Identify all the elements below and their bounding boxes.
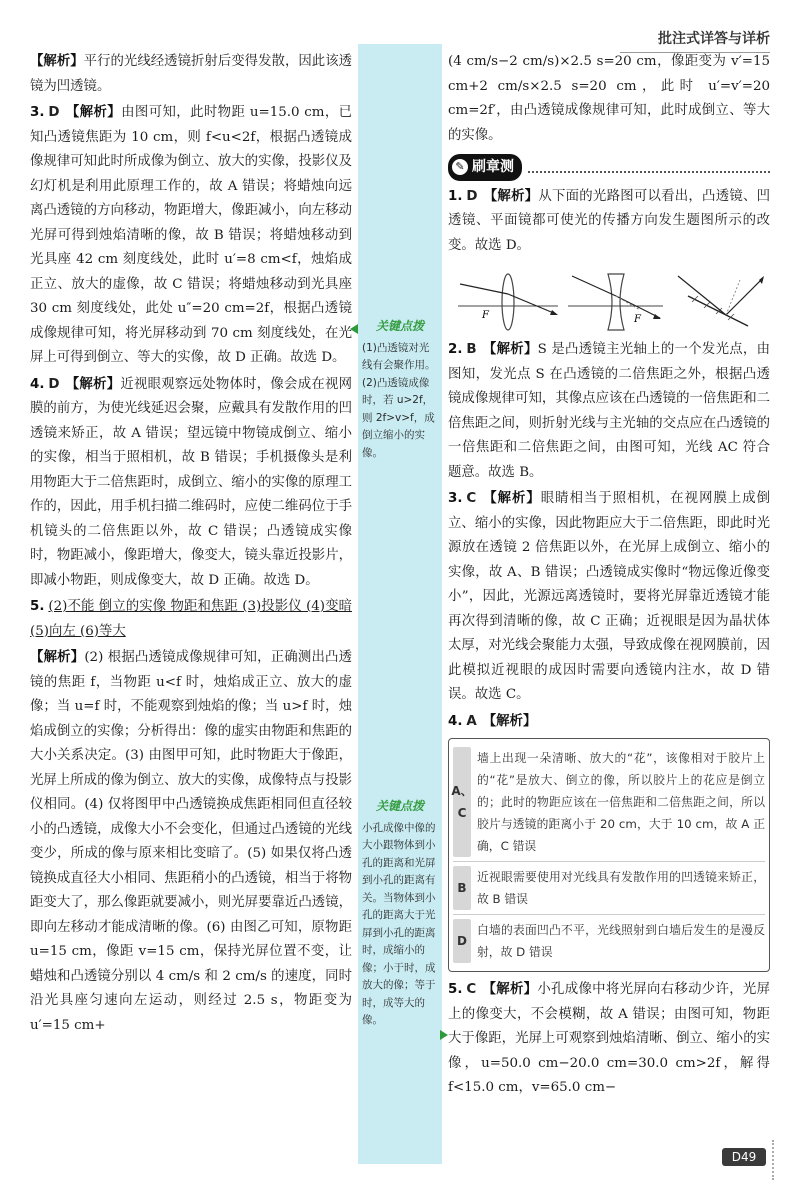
q5-answers: (2)不能 倒立的实像 物距和焦距 (3)投影仪 (4)变暗 (5)向左 (6)等大 bbox=[30, 599, 352, 639]
q5-continuation: (4 cm/s−2 cm/s)×2.5 s=20 cm，像距变为 v′=15 cm+2 cm/s×2.5 s=20 cm，此时 u′=v′=20 cm=2f′，由凸透镜成像规律可知，此时成倒立、等大的实像。 bbox=[448, 54, 770, 143]
focus-label: F bbox=[482, 310, 489, 321]
section-heading bbox=[448, 154, 770, 181]
section-title: 刷章测 bbox=[472, 159, 514, 175]
section-badge bbox=[448, 154, 522, 181]
question-1 bbox=[448, 185, 770, 259]
key-note-2 bbox=[362, 798, 438, 1030]
question-3 bbox=[448, 487, 770, 708]
key-note-1 bbox=[362, 318, 438, 462]
answer-letter: C bbox=[466, 491, 477, 506]
answer-letter: D bbox=[48, 376, 60, 392]
box-row bbox=[453, 914, 765, 967]
box-row-label: B bbox=[453, 866, 471, 910]
note-title: 关键点拨 bbox=[375, 319, 424, 333]
answer-letter: D bbox=[466, 188, 478, 204]
answer-letter: C bbox=[466, 982, 477, 997]
question-5 bbox=[448, 978, 770, 1101]
light-path-svg bbox=[448, 262, 770, 332]
convex-lens-diagram bbox=[458, 274, 558, 330]
focus-label: F bbox=[634, 314, 641, 325]
q5-text: 小孔成像中将光屏向右移动少许，光屏上的像变大，不会模糊，故 A 错误；由图可知，物距大于像距，光屏上可观察到烛焰清晰、倒立、缩小的实像，u=50.0 cm−20.0 cm=30.0 cm>2f，解得 f<15.0 cm，v=65.0 cm− bbox=[448, 982, 770, 1095]
q4-text: 近视眼观察远处物体时，像会成在视网膜的前方，为使光线延迟会聚，应戴具有发散作用的凹透镜来矫正，故 A 错误；望远镜中物镜成倒立、缩小的实像，相当于照相机，故 B 错误；手机摄像头是利用物距大于二倍焦距时，成倒立、缩小的实像的原理工作的，因此，用手机扫描二维码时，应使二维码位于手机镜头的二倍焦距以外，故 C 错误；凸透镜成实像时，物距减小，像距增大，像变大，镜头靠近投影片，即减小物距，则成像变大，故 D 正确。故选 D。 bbox=[30, 376, 353, 588]
question-number: 5. bbox=[448, 982, 463, 997]
analysis-tag: 【解析】 bbox=[482, 713, 537, 729]
question-3 bbox=[30, 101, 352, 371]
note-text: (1)凸透镜对光线有会聚作用。(2)凸透镜成像时，若 u>2f，则 2f>v>f，成倒立缩小的实像。 bbox=[362, 341, 436, 459]
question-number: 4. bbox=[448, 713, 463, 729]
analysis-tag: 【解析】 bbox=[30, 54, 84, 69]
q1-text: 从下面的光路图可以看出，凸透镜、凹透镜、平面镜都可使光的传播方向发生题图所示的改变。故选 D。 bbox=[448, 188, 771, 253]
box-row-label: A、C bbox=[453, 747, 471, 857]
left-column bbox=[30, 50, 352, 1040]
analysis-tag: 【解析】 bbox=[482, 982, 538, 997]
answer-letter: B bbox=[466, 342, 477, 357]
question-number: 1. bbox=[448, 188, 463, 204]
question-number: 4. bbox=[30, 376, 45, 392]
dotted-rule bbox=[528, 161, 770, 173]
light-path-diagram bbox=[448, 262, 770, 332]
answer-letter: A bbox=[466, 713, 477, 729]
concave-lens-diagram bbox=[568, 274, 663, 330]
q5-text: (2) 根据凸透镜成像规律可知，正确测出凸透镜的焦距 f，当物距 u<f 时，烛焰成正立、放大的虚像；当 u=f 时，不能观察到烛焰的像；当 u>f 时，烛焰成倒立的实像；分析得出：像的虚实由物距和焦距的大小关系决定。(3) 由图甲可知，此时物距大于像距，光屏上所成的像为倒立、放大的实像，成像特点与投影仪相同。(4) 仅将图甲中凸透镜换成焦距相同但直径较小的凸透镜，成像大小不会变化，但通过凸透镜的光线变少，所成的像与原来相比变暗了。(5) 如果仅将凸透镜换成直径大小相同、焦距稍小的凸透镜，相当于将物距变大了，那么像距就要减小，则光屏要靠近凸透镜，即向左移动才能成清晰的像。(6) 由图乙可知，原物距 u=15 cm，像距 v=15 cm，保持光屏位置不变，让蜡烛和凸透镜分别以 4 cm/s 和 2 cm/s 的速度，同时沿光具座匀速向左运动，则经过 2.5 s，物距变为 u′=15 cm+ bbox=[30, 650, 352, 1033]
note-text: 小孔成像中像的大小跟物体到小孔的距离和光屏到小孔的距离有关。当物体到小孔的距离大于光屏到小孔的距离时，成缩小的像；小于时，成放大的像；等于时，成等大的像。 bbox=[362, 821, 436, 1026]
intro-text: 平行的光线经透镜折射后变得发散，因此该透镜为凹透镜。 bbox=[30, 54, 352, 94]
intro-paragraph bbox=[30, 50, 352, 99]
pen-icon: ✎ bbox=[452, 159, 468, 175]
page-number: D49 bbox=[722, 1148, 766, 1166]
box-row-text: 近视眼需要使用对光线具有发散作用的凹透镜来矫正，故 B 错误 bbox=[477, 870, 765, 906]
note-title: 关键点拨 bbox=[375, 799, 424, 813]
q3-text: 由图可知，此时物距 u=15.0 cm，已知凸透镜焦距为 10 cm，则 f<u<2f，根据凸透镜成像规律可知此时所成像为倒立、放大的实像，投影仪及幻灯机是利用此原理工作的，故 A 错误；将蜡烛向远离凸透镜的方向移动，物距增大，像距减小，向左移动光屏可得到烛焰清晰的像，故 B 错误；将蜡烛移动到光具座 42 cm 刻度线处，此时 u′=8 cm<f，烛焰成正立、放大的虚像，故 C 错误；将蜡烛移动到光具座 30 cm 刻度线处，此处 u″=20 cm=2f，根据凸透镜成像规律可知，将光屏移动到 70 cm 刻度线处，在光屏上可得到倒立、等大的实像，故 D 正确。故选 D。 bbox=[30, 105, 352, 365]
question-4 bbox=[30, 373, 352, 594]
question-5 bbox=[30, 595, 352, 644]
question-number: 3. bbox=[448, 491, 463, 506]
box-row-label: D bbox=[453, 919, 471, 963]
analysis-tag: 【解析】 bbox=[65, 376, 121, 392]
box-row bbox=[453, 861, 765, 914]
q5-analysis bbox=[30, 646, 352, 1038]
analysis-box bbox=[448, 738, 770, 972]
note-pointer-icon bbox=[440, 1030, 448, 1040]
question-2 bbox=[448, 338, 770, 485]
analysis-tag: 【解析】 bbox=[482, 491, 541, 506]
analysis-tag: 【解析】 bbox=[482, 342, 538, 357]
q2-text: S 是凸透镜主光轴上的一个发光点，由图知，发光点 S 在凸透镜的二倍焦距之外，根据凸透镜成像规律可知，其像点应该在凸透镜的一倍焦距和二倍焦距之间，则折射光线与主光轴的交点应在凸透镜的一倍焦距和二倍焦距之间，由图可知，光线 AC 符合题意。故选 B。 bbox=[448, 342, 771, 480]
box-row-text: 墙上出现一朵清晰、放大的“花”，该像相对于胶片上的“花”是放大、倒立的像，所以胶片上的花应是倒立的；此时的物距应该在一倍焦距和二倍焦距之间，所以胶片与透镜的距离小于 20 cm，大于 10 cm，故 A 正确，C 错误 bbox=[477, 751, 765, 853]
question-number: 5. bbox=[30, 599, 45, 614]
box-row bbox=[453, 743, 765, 861]
answer-letter: D bbox=[48, 105, 60, 120]
q3-text: 眼睛相当于照相机，在视网膜上成倒立、缩小的实像，因此物距应大于二倍焦距，即此时光源放在透镜 2 倍焦距以外，在光屏上成倒立、缩小的实像，故 A、B 错误；凸透镜成实像时“物远像近像变小”，因此，光源远离透镜时，要将光屏靠近透镜才能再次得到清晰的像，故 C 正确；近视眼是因为晶状体太厚，对光线会聚能力太强，导致成像在视网膜前，因此模拟近视眼的成因时需要向透镜内注水，故 D 错误。故选 C。 bbox=[448, 491, 771, 702]
box-row-text: 白墙的表面凹凸不平，光线照射到白墙后发生的是漫反射，故 D 错误 bbox=[477, 923, 765, 959]
plane-mirror-diagram bbox=[678, 276, 764, 326]
note-pointer-icon bbox=[350, 324, 358, 334]
question-4 bbox=[448, 710, 770, 735]
analysis-tag: 【解析】 bbox=[65, 105, 122, 120]
analysis-tag: 【解析】 bbox=[483, 188, 539, 204]
right-column bbox=[448, 50, 770, 1103]
analysis-tag: 【解析】 bbox=[30, 650, 85, 665]
running-header: 批注式详答与详析 bbox=[620, 28, 770, 53]
corner-decoration bbox=[772, 1140, 796, 1180]
question-number: 3. bbox=[30, 105, 45, 120]
question-number: 2. bbox=[448, 342, 463, 357]
